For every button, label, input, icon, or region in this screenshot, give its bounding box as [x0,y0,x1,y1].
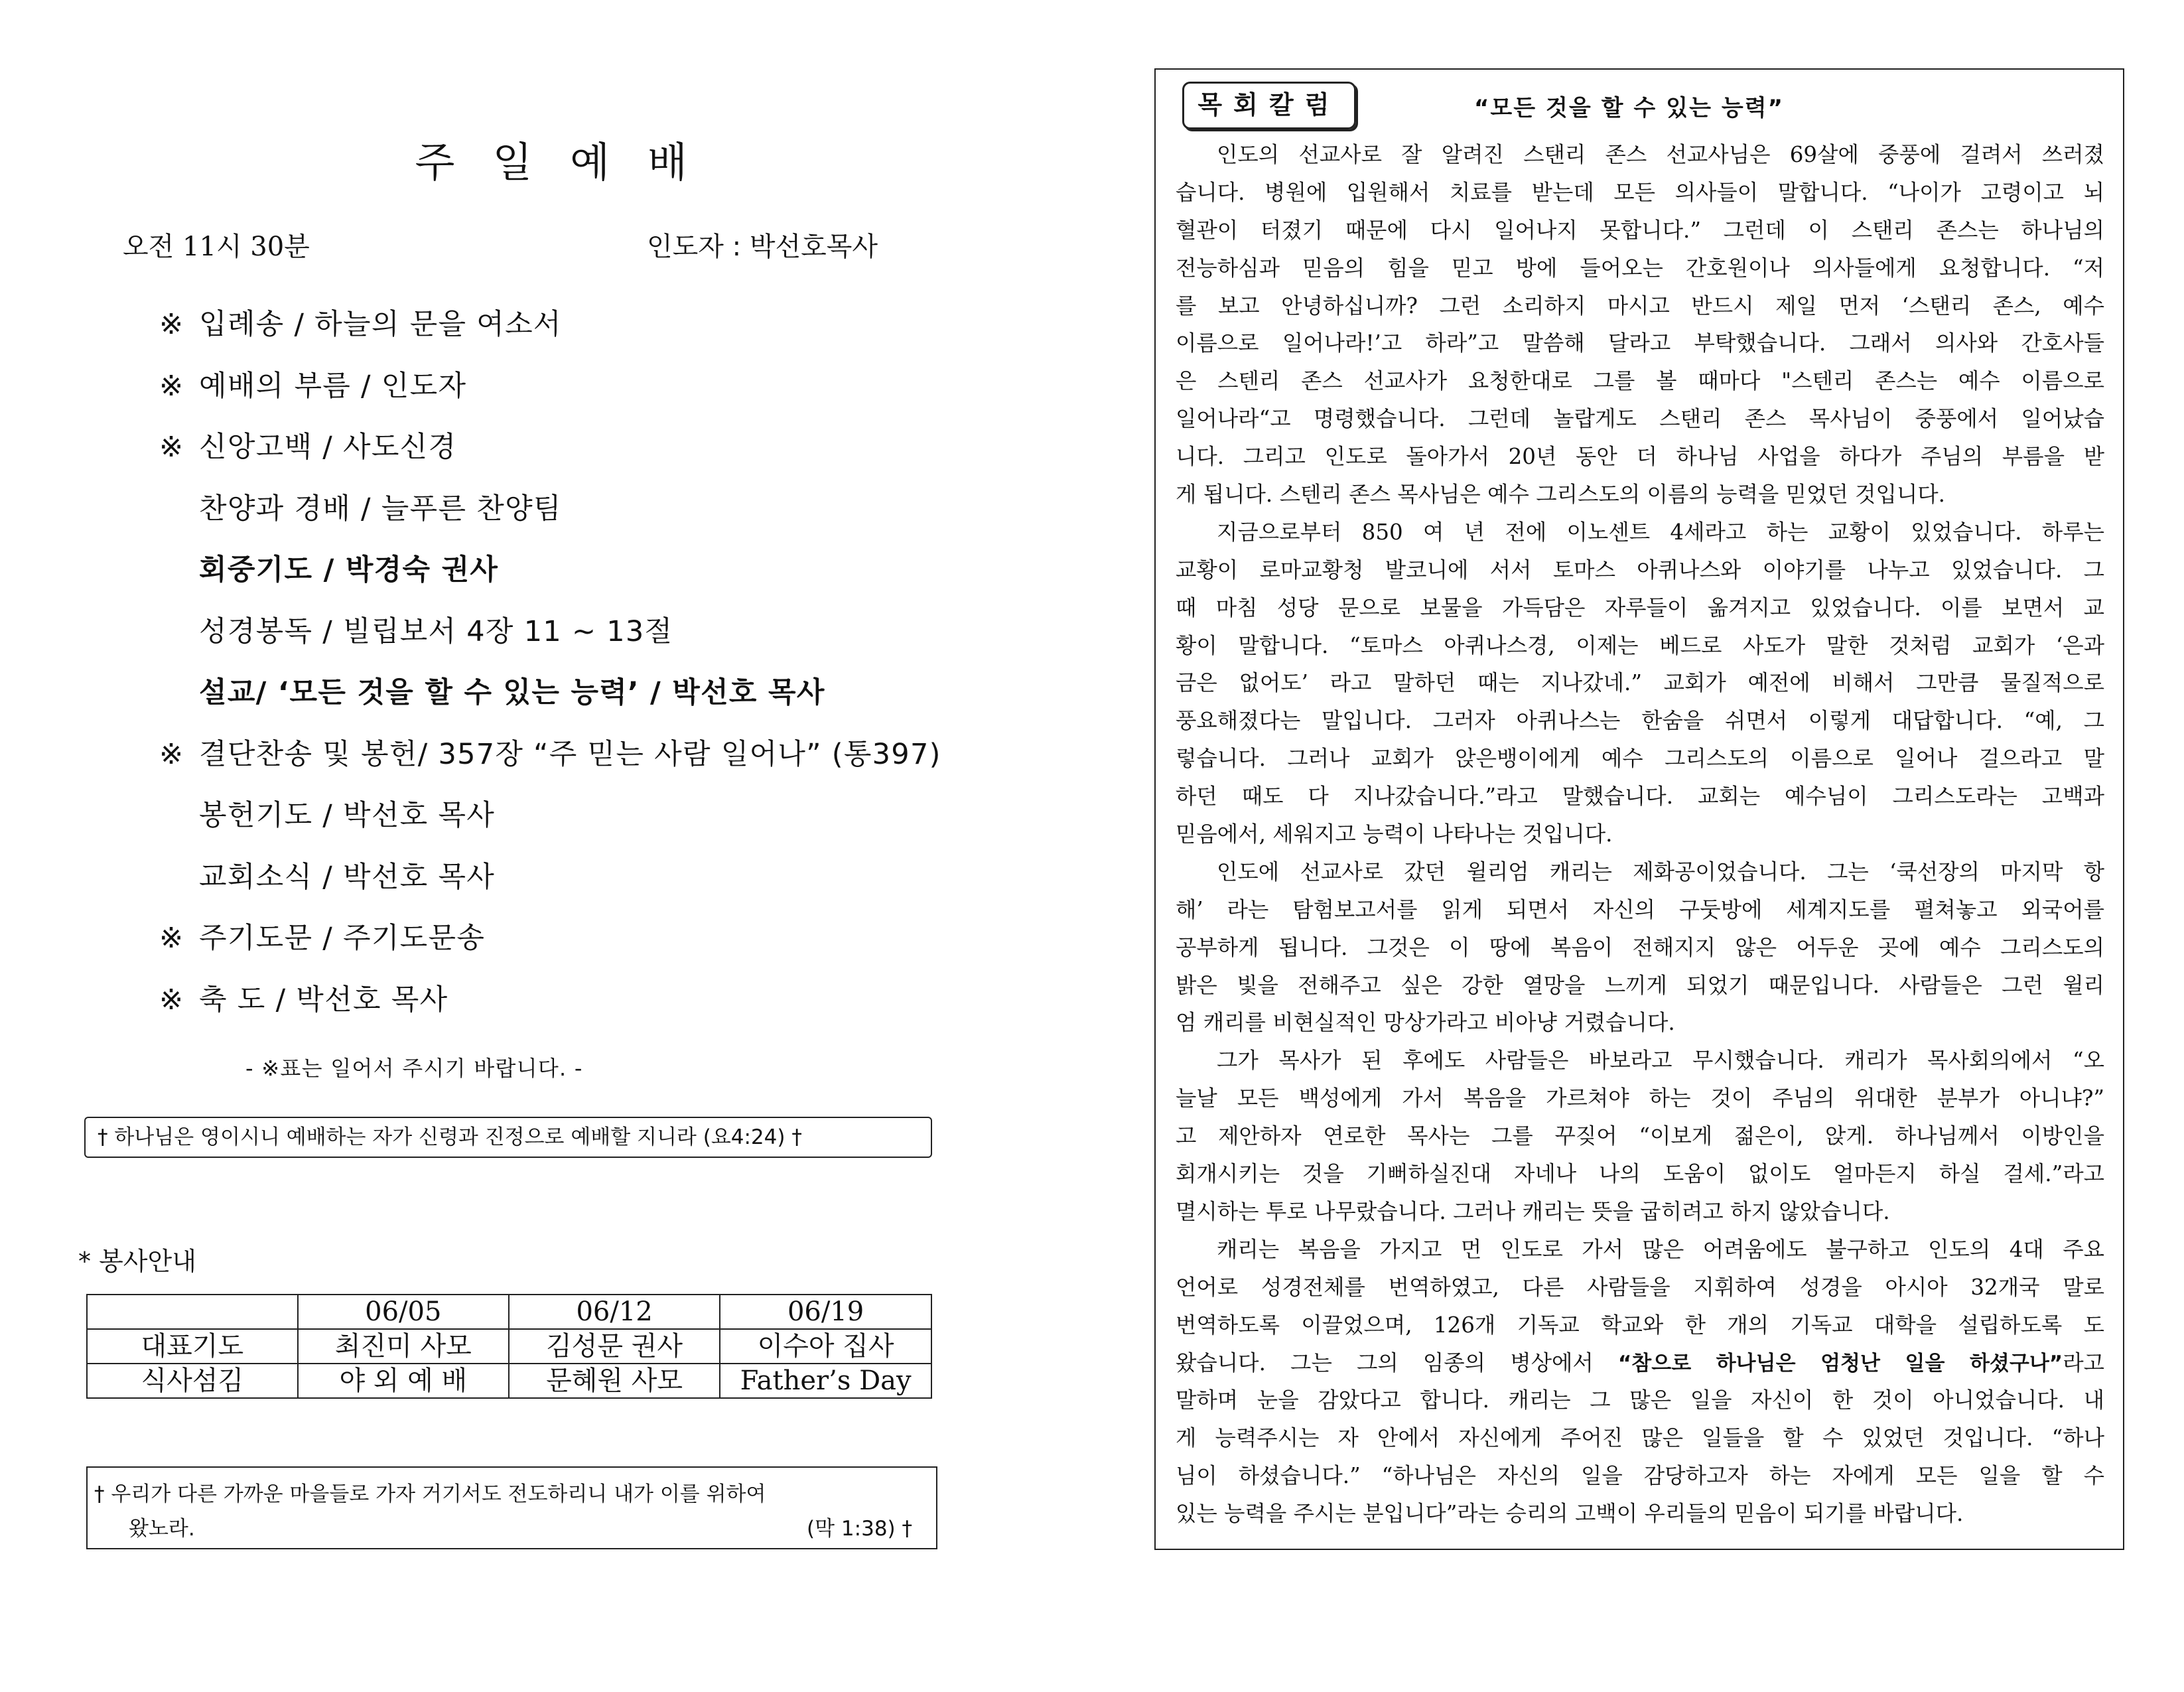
column-line [1176,1419,2104,1457]
column-line-text: 공부하게 됩니다. 그것은 이 땅에 복음이 전해지지 않은 어두운 곳에 예수 그리스도의 [1176,934,2104,960]
column-line-text: 인도의 선교사로 잘 알려진 스탠리 존스 선교사님은 69살에 중풍에 걸려서 쓰러졌 [1217,142,2104,167]
column-line [1176,702,2104,740]
service-table [86,1294,932,1399]
column-line-text: 지금으로부터 850 여 년 전에 이노센트 4세라고 하는 교황이 있었습니다. 하루는 [1217,519,2104,545]
verse-box-john: † 하나님은 영이시니 예배하는 자가 신령과 진정으로 예배할 지니라 (요4:24) † [84,1117,932,1158]
worship-time: 오전 11시 30분 [123,232,310,262]
column-line-text: 은 스텐리 존스 선교사가 요청한대로 그를 볼 때마다 "스텐리 존스는 예수 이름으로 [1176,368,2104,394]
verse-box-mark [86,1466,937,1549]
column-line-text: 회개시키는 것을 기뻐하실진대 자네나 나의 도움이 없이도 얼마든지 하실 걸세.”라고 [1176,1161,2104,1187]
column-line [1176,400,2104,438]
table-row [87,1329,931,1364]
order-item-text: 성경봉독 / 빌립보서 4장 11 ~ 13절 [199,614,673,648]
verse-reference: (막 1:38) † [807,1517,912,1541]
role-cell: 대표기도 [87,1329,298,1364]
order-item-text: 설교/ ‘모든 것을 할 수 있는 능력’ / 박선호 목사 [199,676,825,709]
standing-mark: ※ [159,737,184,771]
order-item [159,670,1022,732]
column-line-text: 풍요해졌다는 말입니다. 그러자 아퀴나스는 한숨을 쉬면서 이렇게 대답합니다. “예, 그 [1176,708,2104,734]
date-cell: 06/19 [720,1295,931,1329]
column-line [1176,778,2104,815]
column-line [1176,212,2104,249]
column-line [1176,1457,2104,1495]
column-line-text: 전능하심과 믿음의 힘을 믿고 방에 들어오는 간호원이나 의사들에게 요청합니다. “저 [1176,255,2104,281]
order-item-text: 찬양과 경배 / 늘푸른 찬양팀 [199,492,562,526]
order-item [159,609,1022,671]
order-item-text: 축 도 / 박선호 목사 [199,983,448,1017]
column-line-text: 를 보고 안녕하십니까? 그런 소리하지 마시고 반드시 제일 먼저 ‘스탠리 존스, 예수 [1176,293,2104,318]
column-line-text: 이름으로 일어나라!’고 하라”고 말씀해 달라고 부탁했습니다. 그래서 의사와 간호사들 [1176,330,2104,356]
column-line [1176,1495,2104,1533]
assignee-cell: 최진미 사모 [298,1329,509,1364]
column-line [1176,1080,2104,1117]
column-line-text: 황이 말합니다. “토마스 아퀴나스경, 이제는 베드로 사도가 말한 것처럼 교회가 ‘은과 [1176,632,2104,658]
column-line-text: 멸시하는 투로 나무랐습니다. 그러나 캐리는 뜻을 굽히려고 하지 않았습니다. [1176,1198,1890,1224]
column-line-text: 믿음에서, 세워지고 능력이 나타나는 것입니다. [1176,821,1613,847]
column-line [1176,1193,2104,1231]
column-line-text: 늘날 모든 백성에게 가서 복음을 가르쳐야 하는 것이 주님의 위대한 분부가 아니냐?” [1176,1086,2104,1111]
column-line-text: 게 됩니다. 스텐리 존스 목사님은 예수 그리스도의 이름의 능력을 믿었던 것입니다. [1176,482,1946,508]
column-body [1176,136,2104,1533]
pastor-column [1154,68,2124,1550]
table-corner-cell [87,1295,298,1329]
order-item-text: 신앙고백 / 사도신경 [199,431,457,464]
column-line [1176,1004,2104,1042]
column-line [1176,1231,2104,1269]
verse-line: † 우리가 다른 가까운 마을들로 가자 거기서도 전도하리니 내가 이를 위하여 [94,1482,766,1506]
table-row [87,1364,931,1398]
assignee-cell: 야 외 예 배 [298,1364,509,1398]
order-item [159,364,1022,425]
order-item [159,855,1022,916]
column-line-text: 님이 하셨습니다.” “하나님은 자신의 일을 감당하고자 하는 자에게 모든 일을 할 수 [1176,1463,2104,1489]
column-line-text: 때 마침 성당 문으로 보물을 가득담은 자루들이 옮겨지고 있었습니다. 이를 보면서 교 [1176,595,2104,620]
column-line-text: 언어로 성경전체를 번역하였고, 다른 사람들을 지휘하여 성경을 아시아 32개국 말로 [1176,1274,2104,1300]
column-line [1176,589,2104,627]
assignee-cell: Father’s Day [720,1364,931,1398]
column-line-text: 왔습니다. 그는 그의 임종의 병상에서 [1176,1350,1618,1375]
column-line-text: 렇습니다. 그러나 교회가 앉은뱅이에게 예수 그리스도의 이름으로 일어나 걸으라고 말 [1176,746,2104,772]
service-heading: * 봉사안내 [78,1247,196,1276]
order-item-text: 예배의 부름 / 인도자 [199,369,467,403]
role-cell: 식사섬김 [87,1364,298,1398]
column-line [1176,664,2104,702]
column-line [1176,853,2104,891]
date-cell: 06/12 [509,1295,720,1329]
column-line-text: 캐리는 복음을 가지고 먼 인도로 가서 많은 어려움에도 불구하고 인도의 4대 주요 [1217,1236,2104,1262]
column-line-text: 해’ 라는 탐험보고서를 읽게 되면서 자신의 구둣방에 세계지도를 펼쳐놓고 외국어를 [1176,896,2104,922]
column-line-text: 번역하도록 이끌었으며, 126개 기독교 학교와 한 개의 기독교 대학을 설립하도록 도 [1176,1312,2105,1338]
column-line [1176,287,2104,325]
standing-notice: - ※표는 일어서 주시기 바랍니다. - [245,1056,583,1081]
emphasis-text: “참으로 하나님은 엄청난 일을 하셨구나” [1617,1351,2063,1375]
column-line [1176,891,2104,929]
standing-mark: ※ [159,983,184,1017]
order-item-text: 결단찬송 및 봉헌/ 357장 “주 믿는 사람 일어나” (통397) [199,737,941,771]
column-line [1176,1344,2104,1382]
column-line [1176,136,2104,174]
column-line [1176,815,2104,853]
column-line [1176,174,2104,212]
column-line [1176,929,2104,967]
column-title: “모든 것을 할 수 있는 능력” [1474,95,1784,121]
order-item [159,547,1022,609]
order-item-text: 봉헌기도 / 박선호 목사 [199,799,496,832]
worship-title: 주 일 예 배 [415,138,700,186]
column-line-text: 고 제안하자 연로한 목사는 그를 꾸짖어 “이보게 젊은이, 앉게. 하나님께서 이방인을 [1176,1123,2104,1149]
column-line-text: 그가 목사가 된 후에도 사람들은 바보라고 무시했습니다. 캐리가 목사회의에서 “오 [1217,1048,2104,1074]
column-line [1176,1117,2104,1155]
standing-mark: ※ [159,308,184,341]
order-item [159,732,1022,794]
column-line-text: 일어나라“고 명령했습니다. 그런데 놀랍게도 스탠리 존스 목사님이 중풍에서 일어났습 [1176,406,2104,432]
column-line [1176,627,2104,665]
assignee-cell: 문혜원 사모 [509,1364,720,1398]
column-line [1176,740,2104,778]
column-line [1176,249,2104,287]
column-line-text: 하던 때도 다 지나갔습니다.”라고 말했습니다. 교회는 예수님이 그리스도라는 고백과 [1176,784,2104,810]
column-line [1176,362,2104,400]
order-item [159,302,1022,364]
order-item [159,793,1022,855]
column-tag: 목회칼럼 [1182,82,1356,129]
column-line [1176,967,2104,1005]
date-cell: 06/05 [298,1295,509,1329]
column-line [1176,1381,2104,1419]
column-line [1176,551,2104,589]
assignee-cell: 김성문 권사 [509,1329,720,1364]
column-line-text: 게 능력주시는 자 안에서 자신에게 주어진 많은 일들을 할 수 있었던 것입니다. “하나 [1176,1425,2104,1451]
assignee-cell: 이수아 집사 [720,1329,931,1364]
column-line-text: 엄 캐리를 비현실적인 망상가라고 비아냥 거렸습니다. [1176,1010,1675,1036]
column-line [1176,438,2104,476]
column-line-text: 교황이 로마교황청 발코니에 서서 토마스 아퀴나스와 이야기를 나누고 있었습니다. 그 [1176,557,2104,583]
column-line-text: 말하며 눈을 감았다고 합니다. 캐리는 그 많은 일을 자신이 한 것이 아니었습니다. 내 [1176,1387,2104,1413]
column-line-text: 라고 [2063,1350,2104,1375]
order-item [159,977,1022,1039]
column-line-text: 니다. 그리고 인도로 돌아가서 20년 동안 더 하나님 사업을 하다가 주님의 부름을 받 [1176,444,2104,470]
order-item [159,916,1022,977]
column-line [1176,1155,2104,1193]
column-line [1176,324,2104,362]
order-item [159,486,1022,548]
column-line-text: 습니다. 병원에 입원해서 치료를 받는데 모든 의사들이 말합니다. “나이가 고령이고 뇌 [1176,179,2104,205]
standing-mark: ※ [159,922,184,955]
table-header-row [87,1295,931,1329]
column-line-text: 밝은 빛을 전해주고 싶은 강한 열망을 느끼게 되었기 때문입니다. 사람들은 그런 윌리 [1176,972,2104,998]
column-line-text: 있는 능력을 주시는 분입니다”라는 승리의 고백이 우리들의 믿음이 되기를 바랍니다. [1176,1501,1964,1527]
standing-mark: ※ [159,431,184,464]
verse-line: 왔노라. [129,1517,195,1541]
column-line-text: 혈관이 터졌기 때문에 다시 일어나지 못합니다.” 그런데 이 스탠리 존스는 하나님의 [1176,217,2104,243]
order-item-text: 주기도문 / 주기도문송 [199,922,486,955]
worship-leader: 인도자 : 박선호목사 [647,232,878,262]
order-item-text: 회중기도 / 박경숙 권사 [199,553,499,587]
standing-mark: ※ [159,369,184,403]
order-item [159,425,1022,486]
order-item-text: 교회소식 / 박선호 목사 [199,860,496,894]
column-line-text: 금은 없어도’ 라고 말하던 때는 지나갔네.” 교회가 예전에 비해서 그만큼 물질적으로 [1176,670,2104,696]
order-of-worship [159,302,1022,1038]
column-line [1176,1306,2104,1344]
order-item-text: 입례송 / 하늘의 문을 여소서 [199,308,562,341]
column-line [1176,476,2104,514]
column-line [1176,1269,2104,1306]
column-line-text: 인도에 선교사로 갔던 윌리엄 캐리는 제화공이었습니다. 그는 ‘쿡선장의 마지막 항 [1217,859,2104,884]
column-line [1176,514,2104,551]
column-line [1176,1042,2104,1080]
